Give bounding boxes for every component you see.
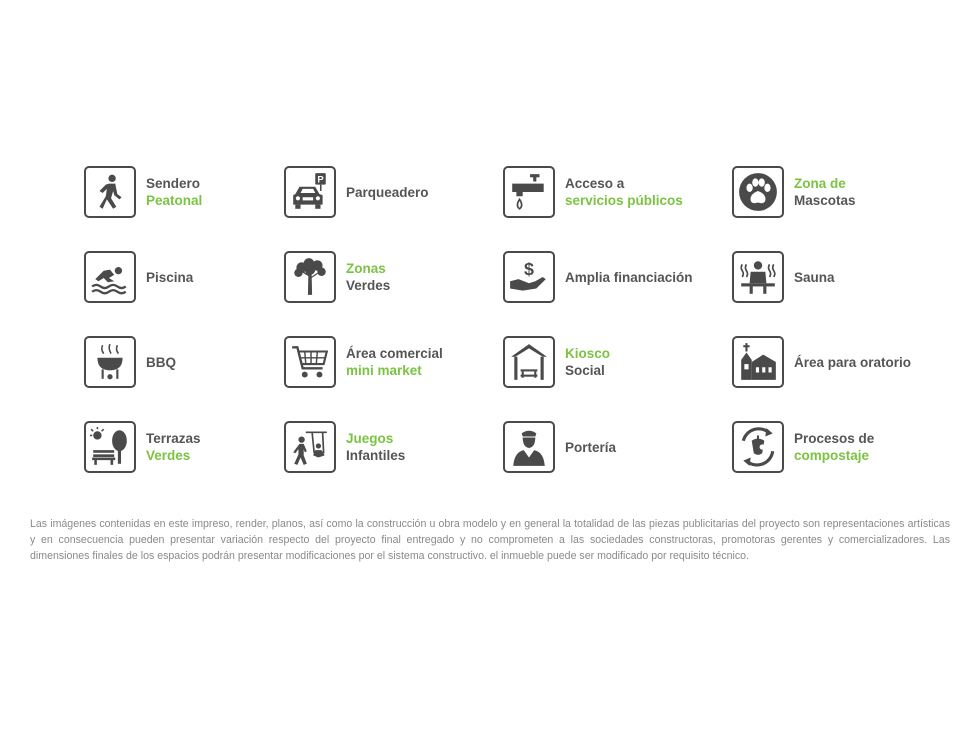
amenity-terrazas-verdes xyxy=(84,421,201,473)
label-line-1: BBQ xyxy=(146,354,176,370)
amenity-compostaje xyxy=(732,421,874,473)
doorman-icon xyxy=(503,421,555,473)
shopping-cart-icon xyxy=(284,336,336,388)
label-line-2: compostaje xyxy=(794,448,870,463)
svg-text:$: $ xyxy=(524,258,534,279)
amenity-label xyxy=(346,345,443,379)
label-line-2: mini market xyxy=(346,363,422,378)
amenity-juegos-infantiles xyxy=(284,421,405,473)
amenity-label xyxy=(565,175,683,209)
svg-text:P: P xyxy=(317,174,324,186)
paw-icon xyxy=(732,166,784,218)
amenity-label xyxy=(346,430,405,464)
label-line-1: Sendero xyxy=(146,176,201,191)
label-line-1: Procesos de xyxy=(794,431,875,446)
label-line-2: Infantiles xyxy=(346,448,406,463)
amenity-label xyxy=(794,354,911,371)
amenity-label xyxy=(346,260,390,294)
amenity-zonas-verdes xyxy=(284,251,390,303)
label-line-1: Kiosco xyxy=(565,346,611,361)
park-bench-icon xyxy=(84,421,136,473)
label-line-1: Área comercial xyxy=(346,346,443,361)
label-line-2: Verdes xyxy=(346,278,391,293)
playground-icon xyxy=(284,421,336,473)
label-line-2: Social xyxy=(565,363,605,378)
label-line-1: Área para oratorio xyxy=(794,354,912,370)
amenity-bbq xyxy=(84,336,176,388)
amenity-sendero-peatonal xyxy=(84,166,202,218)
amenity-zona-mascotas xyxy=(732,166,856,218)
sauna-icon xyxy=(732,251,784,303)
bbq-grill-icon xyxy=(84,336,136,388)
kiosk-icon xyxy=(503,336,555,388)
amenity-parqueadero xyxy=(284,166,429,218)
amenity-label xyxy=(146,269,193,286)
amenity-piscina xyxy=(84,251,193,303)
money-hand-icon xyxy=(503,251,555,303)
label-line-1: Parqueadero xyxy=(346,184,429,200)
label-line-1: Portería xyxy=(565,439,617,455)
amenity-kiosco-social xyxy=(503,336,610,388)
amenity-label xyxy=(565,439,616,456)
amenity-label xyxy=(146,430,201,464)
legal-disclaimer: Las imágenes contenidas en este impreso, render, planos, así como la construcción u obra modelo y en general la totalidad de las piezas publicitarias del proyecto son representaciones artísticas y en consecuencia pueden presentar variación respecto del proyecto final entregado y no comprometen a las sociedades constructoras, promotoras gerentes y comercializadores. Las dimensiones finales de los espacios podrán presentar modificaciones por el sistema constructivo. el inmueble puede ser modificado por requisito técnico. xyxy=(30,517,950,562)
amenity-sauna xyxy=(732,251,835,303)
amenity-area-comercial xyxy=(284,336,443,388)
amenity-label xyxy=(346,184,429,201)
label-line-1: Sauna xyxy=(794,269,835,285)
label-line-1: Zonas xyxy=(346,261,386,276)
label-line-2: Mascotas xyxy=(794,193,856,208)
chapel-icon xyxy=(732,336,784,388)
amenity-label xyxy=(146,175,202,209)
amenity-label xyxy=(146,354,176,371)
amenity-area-oratorio xyxy=(732,336,911,388)
label-line-1: Terrazas xyxy=(146,431,201,446)
label-line-1: Juegos xyxy=(346,431,394,446)
parking-icon xyxy=(284,166,336,218)
amenity-label xyxy=(565,269,693,286)
label-line-1: Piscina xyxy=(146,269,194,285)
amenity-porteria xyxy=(503,421,616,473)
label-line-1: Zona de xyxy=(794,176,846,191)
label-line-1: Acceso a xyxy=(565,176,625,191)
amenity-label xyxy=(794,175,856,209)
label-line-1: Amplia financiación xyxy=(565,269,693,285)
label-line-2: Verdes xyxy=(146,448,191,463)
pedestrian-icon xyxy=(84,166,136,218)
label-line-2: Peatonal xyxy=(146,193,203,208)
amenity-label xyxy=(794,430,874,464)
amenity-amplia-financiacion xyxy=(503,251,693,303)
amenity-label xyxy=(794,269,835,286)
faucet-icon xyxy=(503,166,555,218)
tree-icon xyxy=(284,251,336,303)
amenity-label xyxy=(565,345,610,379)
label-line-2: servicios públicos xyxy=(565,193,683,208)
swimmer-icon xyxy=(84,251,136,303)
compost-icon xyxy=(732,421,784,473)
amenity-acceso-servicios xyxy=(503,166,683,218)
